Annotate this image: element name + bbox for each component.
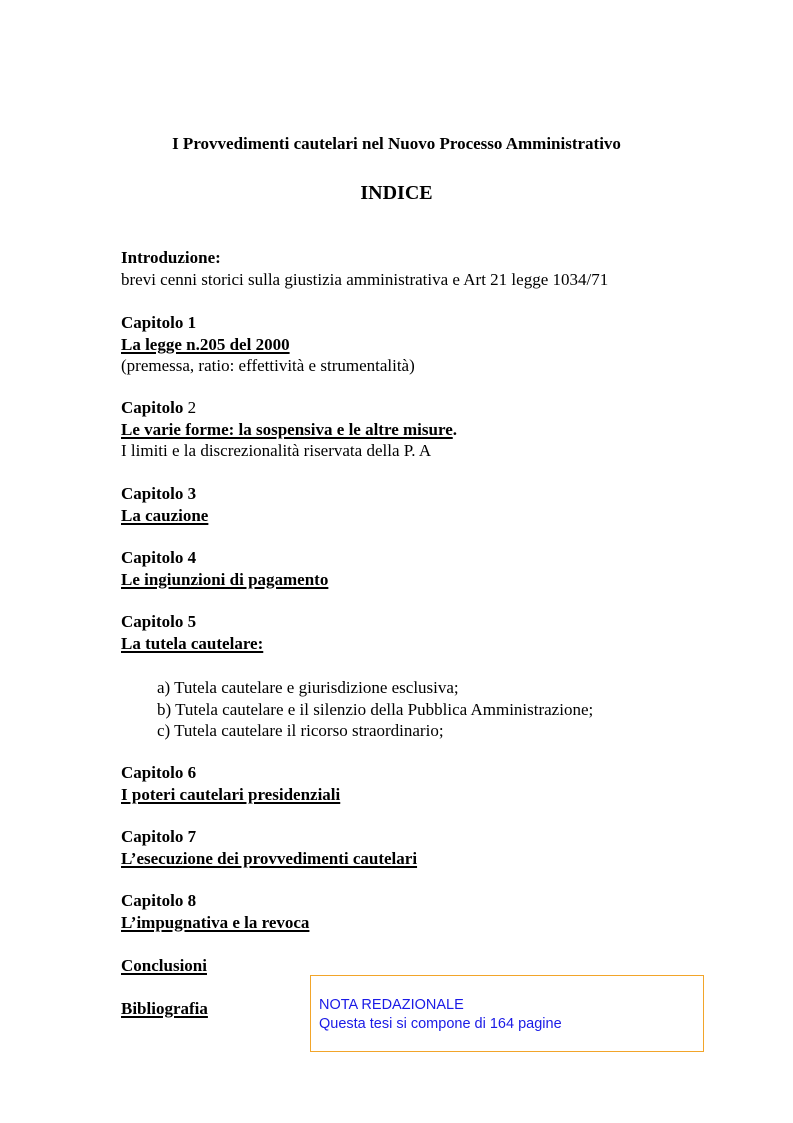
chapter-1-note: (premessa, ratio: effettività e strumentalità) (121, 356, 415, 375)
chapter-1-label: Capitolo 1 (121, 313, 197, 332)
chapter-6 (121, 762, 340, 805)
editorial-note-box (310, 975, 704, 1052)
chapter-8-label: Capitolo 8 (121, 891, 197, 910)
bibliografia-section (121, 998, 208, 1020)
chapter-8-title: L’impugnativa e la revoca (121, 912, 310, 932)
chapter-6-title: I poteri cautelari presidenziali (121, 784, 341, 804)
chapter-4-title: Le ingiunzioni di pagamento (121, 569, 329, 589)
chapter-2-note: I limiti e la discrezionalità riservata della P. A (121, 441, 432, 460)
intro-section (121, 247, 608, 290)
chapter-7 (121, 826, 417, 869)
conclusioni-heading: Conclusioni (121, 956, 207, 975)
chapter-6-label: Capitolo 6 (121, 763, 197, 782)
index-heading: INDICE (360, 182, 433, 204)
chapter-5 (121, 611, 263, 654)
chapter-3 (121, 483, 208, 526)
intro-text: brevi cenni storici sulla giustizia amministrativa e Art 21 legge 1034/71 (121, 269, 609, 289)
chapter-7-title: L’esecuzione dei provvedimenti cautelari (121, 848, 418, 868)
chapter-1-title: La legge n.205 del 2000 (121, 334, 290, 354)
chapter-2 (121, 397, 457, 462)
chapter-5-title: La tutela cautelare: (121, 633, 264, 653)
chapter-4-label: Capitolo 4 (121, 548, 197, 567)
list-item: c) Tutela cautelare il ricorso straordinario; (157, 721, 444, 740)
chapter-2-label-word: Capitolo (121, 398, 184, 417)
list-item: a) Tutela cautelare e giurisdizione esclusiva; (157, 678, 459, 697)
chapter-2-title-suffix: . (452, 419, 457, 439)
bibliografia-heading: Bibliografia (121, 999, 208, 1018)
chapter-3-label: Capitolo 3 (121, 484, 197, 503)
chapter-8 (121, 890, 309, 933)
chapter-3-title: La cauzione (121, 505, 209, 525)
chapter-2-title: Le varie forme: la sospensiva e le altre misure (121, 419, 453, 439)
editorial-note-heading: NOTA REDAZIONALE (319, 997, 464, 1013)
chapter-7-label: Capitolo 7 (121, 827, 197, 846)
conclusioni-section (121, 955, 207, 977)
chapter-1 (121, 312, 415, 377)
chapter-4 (121, 547, 328, 590)
document-title: I Provvedimenti cautelari nel Nuovo Processo Amministrativo (172, 134, 621, 153)
chapter-2-label-number: 2 (183, 398, 197, 417)
chapter-5-subitems (157, 677, 593, 742)
chapter-5-label: Capitolo 5 (121, 612, 197, 631)
intro-label: Introduzione: (121, 248, 221, 267)
editorial-note-text: Questa tesi si compone di 164 pagine (319, 1016, 562, 1032)
list-item: b) Tutela cautelare e il silenzio della Pubblica Amministrazione; (157, 699, 594, 719)
